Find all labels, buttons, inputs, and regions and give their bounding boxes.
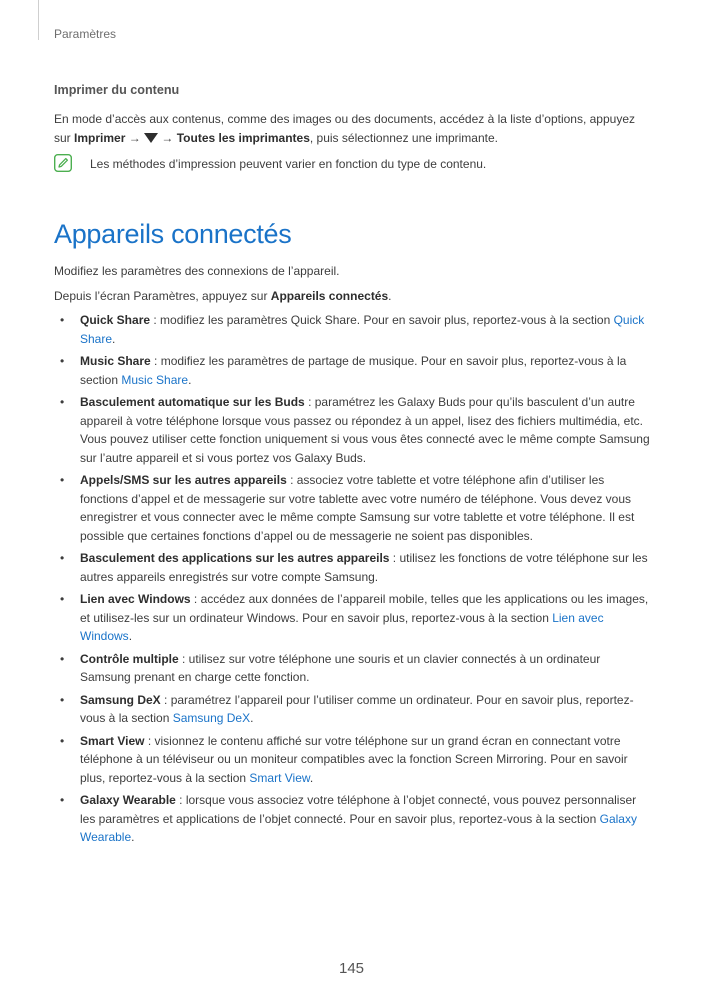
link-galaxy-wearable[interactable]: Galaxy Wearable [80,811,637,844]
link-windows[interactable]: Lien avec Windows [80,610,604,643]
header-divider [38,0,39,40]
list-item: • Smart View : visionnez le contenu affiché sur votre téléphone sur un grand écran en connectant votre téléphone à un téléviseur ou un moniteur compatibles avec la fonction Screen Mirroring. Pour en savoir plus, reportez-vous à la section Smart View. [60,733,628,785]
list-item: • Basculement des applications sur les autres appareils : utilisez les fonctions de votre téléphone sur les autres appareils enregistrés sur votre compte Samsung. [60,551,648,584]
print-instructions: En mode d’accès aux contenus, comme des images ou des documents, accédez à la liste d’options, appuyez sur Imprimer → → Toutes les imprimantes, puis sélectionnez une imprimante. [54,112,635,145]
connected-devices-label: Appareils connectés [270,289,389,303]
link-music-share[interactable]: Music Share [121,372,189,387]
list-item: • Basculement automatique sur les Buds : paramétrez les Galaxy Buds pour qu’ils basculent d’un autre appareil à votre téléphone lorsque vous passez ou répondez à un appel, lisez des fichiers multimédia, etc. Vous pouvez utiliser cette fonction uniquement si vous vous êtes connecté avec le même compte Samsung sur l’autre appareil et si vous portez vos Galaxy Buds. [60,395,650,465]
link-smart-view[interactable]: Smart View [249,770,310,785]
list-item: • Quick Share : modifiez les paramètres Quick Share. Pour en savoir plus, reportez-vous à la section Quick Share. [60,313,645,346]
note-pencil-icon [54,154,72,172]
list-item: • Galaxy Wearable : lorsque vous associez votre téléphone à l’objet connecté, vous pouvez personnaliser les paramètres et applications de l’objet connecté. Pour en savoir plus, reportez-vous à la section Galaxy Wearable. [60,793,637,844]
section-subtitle: Imprimer du contenu [54,83,180,97]
link-quick-share[interactable]: Quick Share [80,313,645,346]
page-header: Paramètres [54,27,117,41]
list-item: • Contrôle multiple : utilisez sur votre téléphone une souris et un clavier connectés à un ordinateur Samsung prenant en charge cette fonction. [60,651,601,684]
page-number: 145 [338,960,365,977]
list-item: • Samsung DeX : paramétrez l’appareil pour l’utiliser comme un ordinateur. Pour en savoir plus, reportez-vous à la section Samsung DeX. [60,692,634,725]
list-item: • Appels/SMS sur les autres appareils : associez votre tablette et votre téléphone afin d’utiliser les fonctions d’appel et de messagerie sur votre tablette avec votre numéro de téléphone. Vous devez vous enregistrer et vous connecter avec le même compte Samsung sur votre tablette et votre téléphone. Il est possible que certaines fonctions d’appel ou de messagerie ne soient pas disponibles. [60,473,635,543]
navigation-path: Depuis l’écran Paramètres, appuyez sur Appareils connectés. [54,289,392,303]
settings-list [54,311,654,851]
note-text: Les méthodes d’impression peuvent varier en fonction du type de contenu. [90,157,487,171]
link-samsung-dex[interactable]: Samsung DeX [172,711,251,725]
list-item: • Music Share : modifiez les paramètres de partage de musique. Pour en savoir plus, reportez-vous à la section Music Share. [60,354,627,387]
list-item: • Lien avec Windows : accédez aux données de l’appareil mobile, telles que les applications ou les images, et utilisez-les sur un ordinateur Windows. Pour en savoir plus, reportez-vous à la section Lien avec Windows. [60,592,649,643]
all-printers-label: Toutes les imprimantes [176,130,310,145]
triangle-down-icon [144,133,158,143]
section-title: Appareils connectés [54,219,292,249]
print-label: Imprimer [74,130,126,145]
intro-text: Modifiez les paramètres des connexions de l’appareil. [54,264,340,278]
